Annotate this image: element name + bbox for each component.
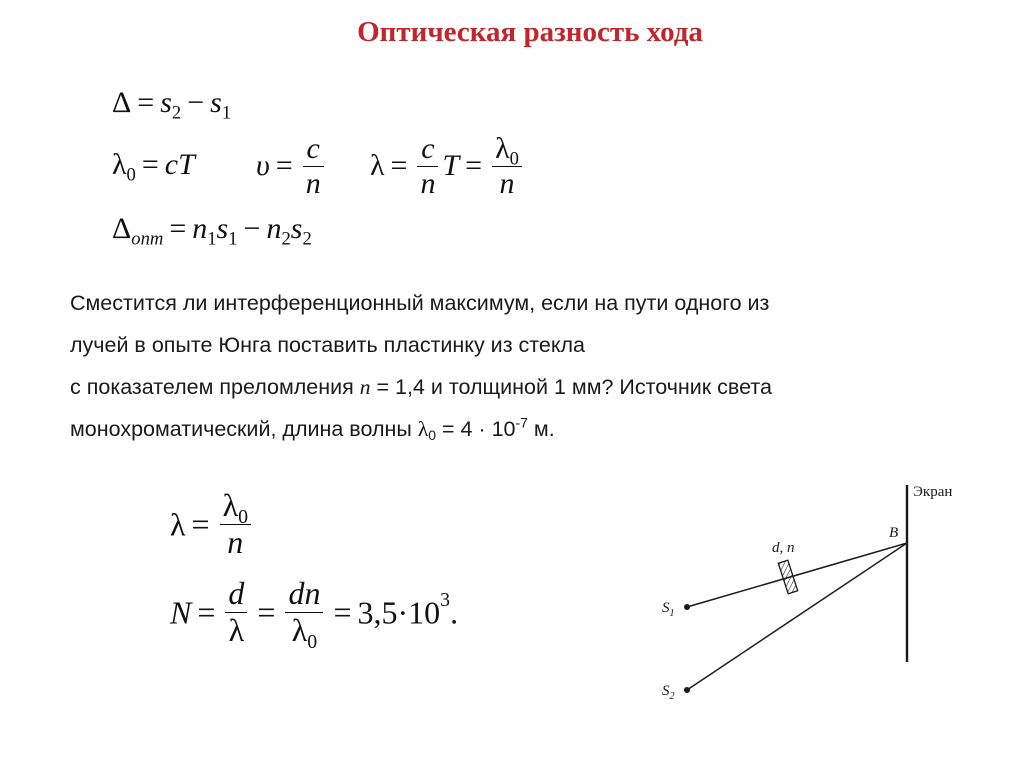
expr-ct: cT [164,148,195,181]
var-s2: s [160,86,172,119]
var-n1: n [192,212,208,245]
sub-1: 1 [228,228,238,250]
numerator-lambda: λ [495,132,510,165]
var-v: υ [256,149,270,183]
text-segment: = 4 · 10 [436,417,516,441]
formula-path-difference [112,86,232,124]
s2-subscript: 2 [669,691,675,702]
source-s1-label [662,600,675,619]
s1-letter: S [662,600,670,616]
delta-symbol: Δ [112,86,132,119]
sub-0: 0 [307,630,318,653]
s1-subscript: 1 [669,608,675,619]
text-segment: = 1,4 и толщиной 1 мм? Источник света [370,375,772,399]
exponent: -7 [515,414,528,431]
numerator-lambda: λ [222,487,239,523]
slide-title: Оптическая разность хода [357,16,703,48]
var-s1: s [210,86,222,119]
var-n2: n [266,212,282,245]
equals-sign: = [169,212,187,245]
var-s2: s [290,212,303,245]
equals-sign: = [191,506,210,543]
result-value: 3,5·10 [357,594,441,631]
solution-lambda-formula [170,488,255,561]
ray-s1-to-b [687,543,907,607]
denominator-n: n [499,166,515,200]
source-s2-label [662,683,675,702]
formula-wavelength-medium [370,132,526,200]
minus-sign: − [243,212,261,245]
problem-line-1: Сместится ли интерференционный максимум, если на пути одного из [70,291,770,315]
source-s1-point [684,604,690,610]
text-segment: м. [527,417,555,441]
var-t: T [442,149,460,183]
sub-0: 0 [509,148,519,170]
fraction-d-over-lambda [225,576,247,649]
var-s1: s [216,212,229,245]
fraction-c-over-n [417,132,438,200]
numerator-c: c [421,132,435,165]
problem-line-3 [70,366,970,408]
screen-label: Экран [913,484,953,500]
glass-plate [778,560,797,594]
equals-sign: = [465,149,483,183]
equals-sign: = [197,594,216,631]
lambda-symbol: λ [112,148,127,181]
equals-sign: = [275,149,293,183]
equals-sign: = [137,86,155,119]
text-segment: монохроматический, длина волны [70,417,418,441]
var-n: n [359,375,371,399]
fraction-lambda0-over-n [220,488,251,561]
ray-s2-to-b [687,543,907,690]
sub-0: 0 [126,164,136,186]
formula-optical-path-difference [112,212,312,250]
source-s2-point [684,687,690,693]
numerator-d: d [228,575,245,611]
denominator-n: n [305,166,321,200]
lambda-symbol: λ [370,149,385,183]
lambda-symbol: λ [170,506,186,543]
point-b-label: B [889,525,899,541]
formula-velocity [256,132,328,200]
equals-sign: = [390,149,408,183]
young-experiment-diagram [650,475,980,735]
equals-sign: = [333,594,352,631]
result-exponent: 3 [440,588,451,611]
delta-symbol: Δ [112,212,132,245]
numerator-dn: dn [288,575,321,611]
sub-2: 2 [281,228,291,250]
var-n-count: N [170,594,192,631]
fraction-lambda0-over-n [492,132,522,200]
numerator-c: c [306,132,320,165]
problem-line-2: лучей в опыте Юнга поставить пластинку из стекла [70,333,585,357]
sub-1: 1 [207,228,217,250]
denominator-n: n [227,523,244,560]
s2-letter: S [662,683,670,699]
sub-opt: опт [131,228,164,250]
minus-sign: − [187,86,205,119]
sub-2: 2 [171,102,182,124]
equals-sign: = [257,594,276,631]
fraction-c-over-n [303,132,324,200]
plate-label: d, n [772,540,795,556]
denominator-n: n [420,166,436,200]
problem-statement [70,282,970,450]
problem-line-4 [70,408,970,450]
sub-0: 0 [428,427,437,444]
sub-2: 2 [302,228,312,250]
denominator-lambda: λ [291,611,308,648]
equals-sign: = [141,148,159,181]
period: . [450,594,459,631]
lambda-symbol: λ [417,417,429,441]
formula-wavelength-vacuum [112,148,195,186]
denominator-lambda: λ [228,611,245,648]
sub-1: 1 [221,102,232,124]
text-segment: с показателем преломления [70,375,360,399]
sub-0: 0 [238,505,248,528]
solution-n-formula [170,575,459,653]
fraction-dn-over-lambda0 [285,575,323,653]
